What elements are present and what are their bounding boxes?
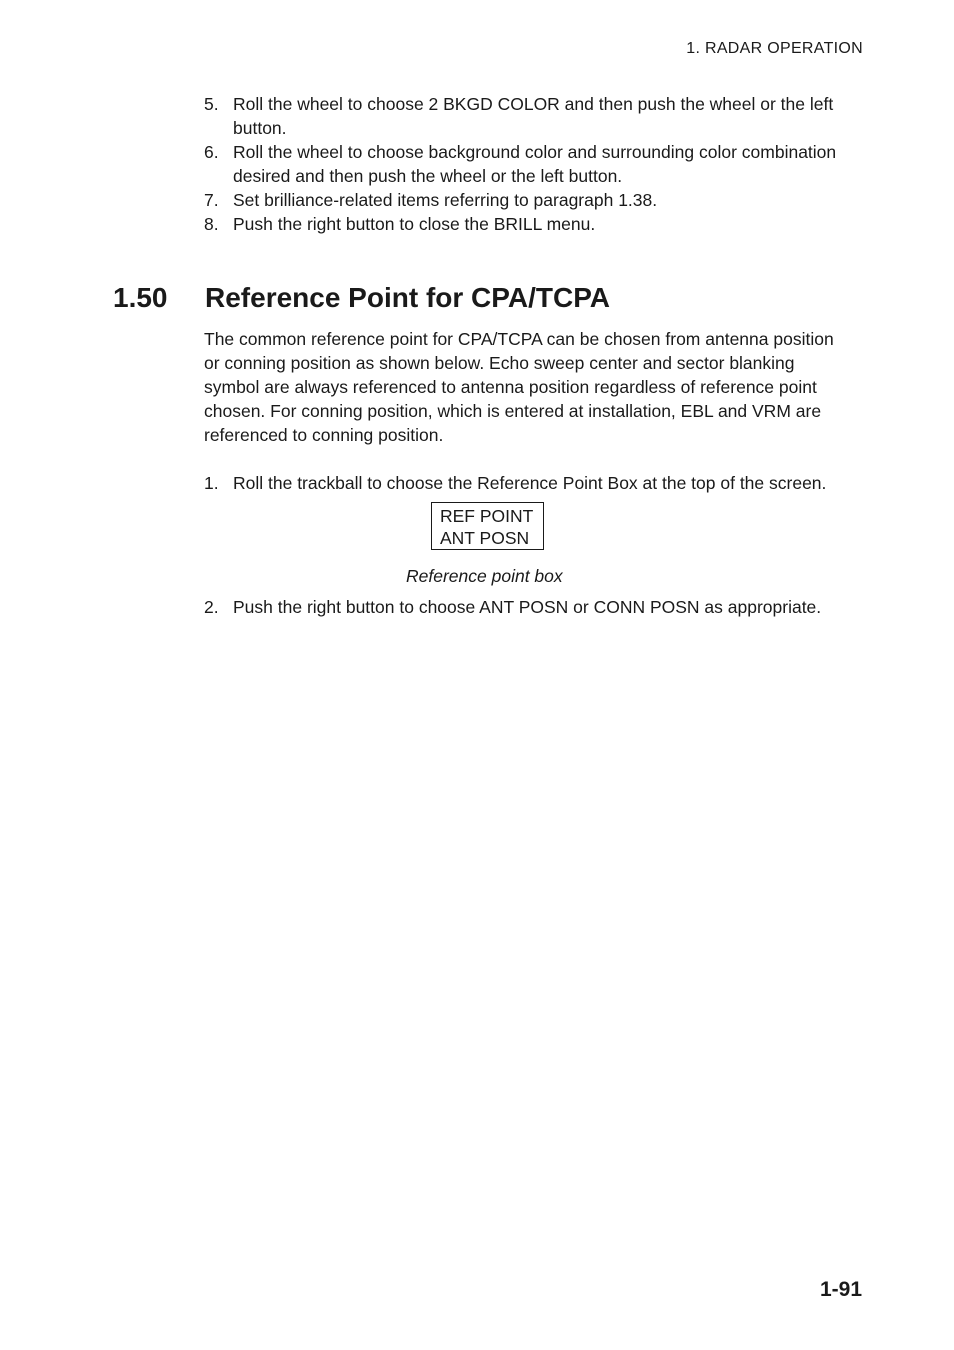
figure-caption: Reference point box [406, 566, 563, 586]
step-number: 7. [204, 190, 219, 210]
page-number: 1-91 [819, 1278, 862, 1301]
step-number: 6. [204, 142, 219, 162]
section-title: Reference Point for CPA/TCPA [205, 282, 611, 313]
section-heading [113, 282, 610, 314]
ref-box-line-1: REF POINT [440, 506, 534, 526]
running-header: 1. RADAR OPERATION [686, 40, 863, 57]
list-item [204, 212, 864, 236]
procedure-step-2 [204, 595, 884, 619]
step-text: Push the right button to choose ANT POSN or CONN POSN as appropriate. [233, 597, 822, 617]
step-text: Roll the trackball to choose the Reference Point Box at the top of the screen. [233, 473, 827, 493]
ref-box-line-2: ANT POSN [440, 528, 530, 548]
list-item [204, 471, 884, 495]
reference-point-box [431, 502, 544, 550]
list-item [204, 92, 864, 140]
step-text: Set brilliance-related items referring to paragraph 1.38. [233, 190, 658, 210]
step-text: Roll the wheel to choose 2 BKGD COLOR and then push the wheel or the left button. [233, 94, 834, 138]
procedure-steps-brill [204, 92, 864, 236]
step-number: 8. [204, 214, 219, 234]
list-item [204, 595, 884, 619]
section-number: 1.50 [113, 282, 168, 313]
step-number: 2. [204, 597, 219, 617]
step-text: Roll the wheel to choose background color and surrounding color combination desired and then push the wheel or the left button. [233, 142, 837, 186]
procedure-step-1 [204, 471, 884, 495]
step-number: 1. [204, 473, 219, 493]
step-number: 5. [204, 94, 219, 114]
list-item [204, 188, 864, 212]
section-intro-paragraph: The common reference point for CPA/TCPA can be chosen from antenna position or conning position as shown below. Echo sweep center and sector blanking symbol are always referenced to antenna position regardless of reference point chosen. For conning position, which is entered at installation, EBL and VRM are referenced to conning position. [204, 329, 834, 445]
list-item [204, 140, 864, 188]
step-text: Push the right button to close the BRILL menu. [233, 214, 596, 234]
